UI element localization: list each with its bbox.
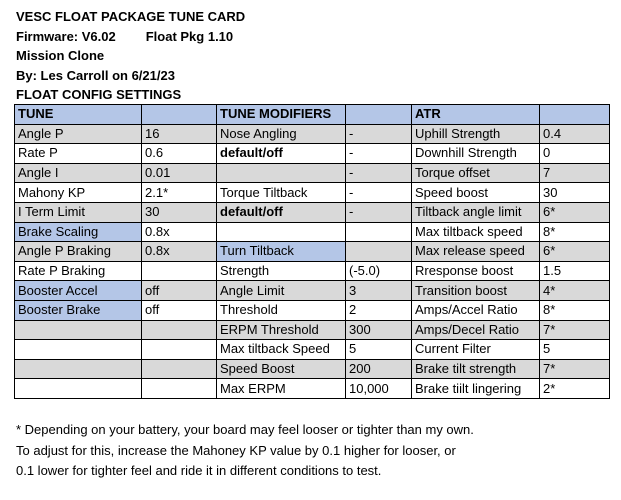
- header-tune-value: [142, 105, 217, 125]
- table-cell: [142, 261, 217, 281]
- header-atr-value: [540, 105, 610, 125]
- table-cell: Speed Boost: [217, 359, 346, 379]
- table-cell: 1.5: [540, 261, 610, 281]
- table-cell: Max release speed: [412, 242, 540, 262]
- table-cell: [142, 320, 217, 340]
- table-cell: Strength: [217, 261, 346, 281]
- table-cell: [15, 359, 142, 379]
- table-row: [15, 202, 610, 222]
- table-cell: ERPM Threshold: [217, 320, 346, 340]
- table-cell: Mahony KP: [15, 183, 142, 203]
- float-pkg-version: Float Pkg 1.10: [145, 28, 234, 44]
- table-cell: Max ERPM: [217, 379, 346, 399]
- table-cell: Amps/Decel Ratio: [412, 320, 540, 340]
- table-cell: 6*: [540, 202, 610, 222]
- table-cell: 7*: [540, 320, 610, 340]
- table-cell: -: [346, 163, 412, 183]
- footnotes: [16, 420, 474, 482]
- table-row: [15, 144, 610, 164]
- header-atr: ATR: [412, 105, 540, 125]
- table-row: [15, 379, 610, 399]
- table-cell: Nose Angling: [217, 124, 346, 144]
- table-cell: Threshold: [217, 300, 346, 320]
- table-cell: [217, 222, 346, 242]
- table-cell: Amps/Accel Ratio: [412, 300, 540, 320]
- table-cell: 300: [346, 320, 412, 340]
- card-title: VESC FLOAT PACKAGE TUNE CARD: [16, 9, 246, 24]
- table-cell: Brake Scaling: [15, 222, 142, 242]
- table-cell: 8*: [540, 300, 610, 320]
- table-cell: Rresponse boost: [412, 261, 540, 281]
- table-cell: -: [346, 202, 412, 222]
- table-cell: 30: [142, 202, 217, 222]
- table-row: [15, 124, 610, 144]
- table-cell: Max tiltback speed: [412, 222, 540, 242]
- footnote-line: To adjust for this, increase the Mahoney KP value by 0.1 higher for looser, or: [16, 442, 456, 458]
- table-cell: 200: [346, 359, 412, 379]
- table-row: [15, 163, 610, 183]
- table-cell: Max tiltback Speed: [217, 340, 346, 360]
- table-row: [15, 359, 610, 379]
- table-cell: 8*: [540, 222, 610, 242]
- table-cell: off: [142, 300, 217, 320]
- table-cell: Angle I: [15, 163, 142, 183]
- tune-table: [14, 104, 610, 399]
- table-cell: 0.8x: [142, 242, 217, 262]
- table-cell: -: [346, 124, 412, 144]
- table-cell: 0.4: [540, 124, 610, 144]
- table-row: [15, 183, 610, 203]
- table-row: [15, 340, 610, 360]
- table-cell: Current Filter: [412, 340, 540, 360]
- table-row: [15, 300, 610, 320]
- table-cell: Transition boost: [412, 281, 540, 301]
- table-cell: Brake tilt strength: [412, 359, 540, 379]
- card-header: [16, 7, 245, 105]
- table-cell: default/off: [217, 144, 346, 164]
- header-modifier-value: [346, 105, 412, 125]
- table-cell: [142, 379, 217, 399]
- table-header-row: [15, 105, 610, 125]
- table-cell: 0: [540, 144, 610, 164]
- table-cell: Turn Tiltback: [217, 242, 346, 262]
- table-cell: 5: [346, 340, 412, 360]
- table-row: [15, 242, 610, 262]
- table-cell: 30: [540, 183, 610, 203]
- table-cell: Speed boost: [412, 183, 540, 203]
- table-row: [15, 320, 610, 340]
- table-cell: -: [346, 144, 412, 164]
- table-cell: [15, 379, 142, 399]
- table-cell: default/off: [217, 202, 346, 222]
- table-cell: 4*: [540, 281, 610, 301]
- firmware-version: Firmware: V6.02: [16, 28, 116, 44]
- table-cell: -: [346, 183, 412, 203]
- table-cell: 5: [540, 340, 610, 360]
- table-cell: [346, 242, 412, 262]
- table-cell: [15, 340, 142, 360]
- table-cell: 3: [346, 281, 412, 301]
- table-cell: 7: [540, 163, 610, 183]
- table-cell: 2: [346, 300, 412, 320]
- table-row: [15, 281, 610, 301]
- table-cell: Booster Brake: [15, 300, 142, 320]
- firmware-line: [16, 27, 245, 47]
- table-cell: Booster Accel: [15, 281, 142, 301]
- table-cell: Rate P Braking: [15, 261, 142, 281]
- table-cell: Torque offset: [412, 163, 540, 183]
- table-cell: [142, 359, 217, 379]
- table-cell: [217, 163, 346, 183]
- table-cell: Downhill Strength: [412, 144, 540, 164]
- table-cell: 0.01: [142, 163, 217, 183]
- table-cell: Brake tiilt lingering: [412, 379, 540, 399]
- table-cell: 10,000: [346, 379, 412, 399]
- table-cell: I Term Limit: [15, 202, 142, 222]
- footnote-line: 0.1 lower for tighter feel and ride it in different conditions to test.: [16, 463, 382, 478]
- footnote-line: * Depending on your battery, your board may feel looser or tighter than my own.: [16, 422, 474, 437]
- table-cell: [142, 340, 217, 360]
- table-cell: 6*: [540, 242, 610, 262]
- author-line: By: Les Carroll on 6/21/23: [16, 67, 175, 83]
- table-cell: 2.1*: [142, 183, 217, 203]
- table-cell: [346, 222, 412, 242]
- table-cell: Angle Limit: [217, 281, 346, 301]
- table-cell: Rate P: [15, 144, 142, 164]
- table-cell: (-5.0): [346, 261, 412, 281]
- table-cell: 7*: [540, 359, 610, 379]
- table-cell: 0.8x: [142, 222, 217, 242]
- table-cell: 16: [142, 124, 217, 144]
- table-cell: Angle P Braking: [15, 242, 142, 262]
- header-tune-modifiers: TUNE MODIFIERS: [217, 105, 346, 125]
- table-cell: Tiltback angle limit: [412, 202, 540, 222]
- table-cell: off: [142, 281, 217, 301]
- board-name: Mission Clone: [16, 48, 105, 64]
- header-tune: TUNE: [15, 105, 142, 125]
- section-title: FLOAT CONFIG SETTINGS: [16, 87, 182, 103]
- table-cell: 2*: [540, 379, 610, 399]
- table-cell: 0.6: [142, 144, 217, 164]
- table-cell: Angle P: [15, 124, 142, 144]
- table-cell: [15, 320, 142, 340]
- table-cell: Torque Tiltback: [217, 183, 346, 203]
- table-row: [15, 261, 610, 281]
- table-row: [15, 222, 610, 242]
- table-cell: Uphill Strength: [412, 124, 540, 144]
